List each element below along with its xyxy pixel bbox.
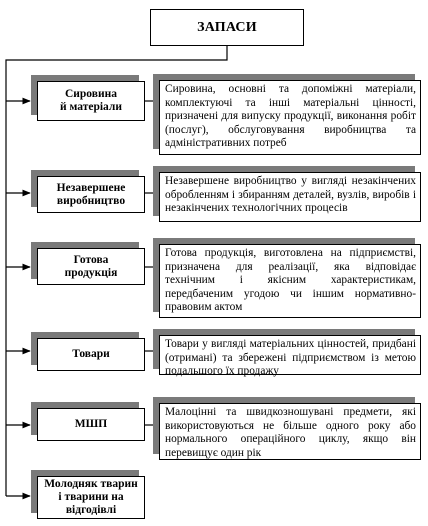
category-work-in-progress: Незавершене виробництво: [37, 176, 145, 213]
category-raw-materials: Сировина й матеріали: [37, 81, 145, 121]
category-finished-goods: Готова продукція: [37, 248, 145, 285]
category-goods: Товари: [37, 338, 145, 371]
category-low-value-items: МШП: [37, 408, 145, 441]
description-raw-materials: Сировина, основні та допоміжні матеріали, комплектуючі та інші матеріальні цінності, призначені для випуску продукції, виконання робіт (послуг), обслуговування виробництва та адміністративних потреб: [159, 80, 421, 155]
description-work-in-progress: Незавершене виробництво у вигляді незакінчених обробленням і збиранням деталей, вузлів, виробів і незакінчених технологічних процесів: [159, 172, 421, 222]
description-low-value-items: Малоцінні та швидкозношувані предмети, які використовуються не більше одного року або нормального операційного циклу, якщо він перевищує один рік: [159, 403, 421, 460]
description-finished-goods: Готова продукція, виготовлена на підприємстві, призначена для реалізації, яка відповідає технічним і якісним характеристикам, передбаченим угодою чи іншим нормативно-правовим актом: [159, 244, 421, 318]
root-node-zapasy: ЗАПАСИ: [150, 9, 304, 46]
category-young-animals: Молодняк тварин і тварини на відгодівлі: [37, 476, 145, 519]
description-goods: Товари у вигляді матеріальних цінностей, придбані (отримані) та збережені підприємством із метою подальшого їх продажу: [159, 335, 421, 375]
